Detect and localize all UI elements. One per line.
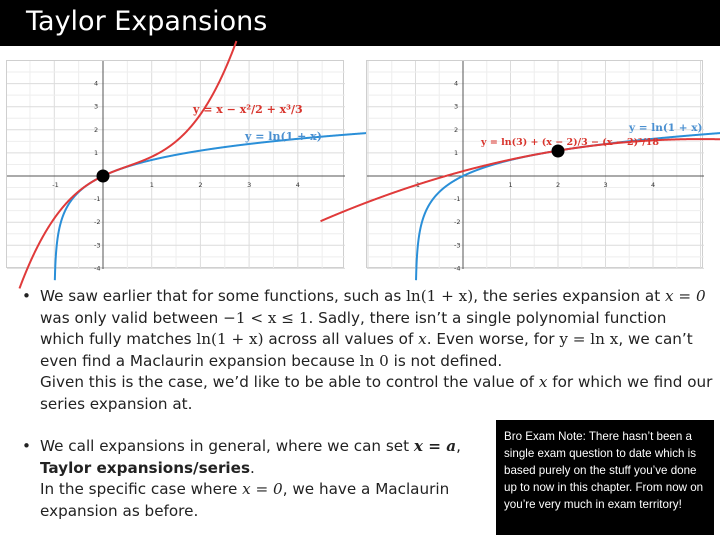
taylor-term: Taylor expansions/series [40, 458, 250, 477]
y-tick-label: 4 [454, 79, 459, 88]
y-tick-label: -1 [454, 195, 461, 204]
bullet-icon: • [22, 287, 31, 305]
y-tick-label: -3 [94, 241, 101, 250]
text: expansion as before. [40, 501, 199, 520]
y-tick-label: -2 [454, 218, 461, 227]
text: . Even worse, for [426, 330, 560, 348]
y-tick-label: -2 [94, 218, 101, 227]
text: Given this is the case, we’d like to be able to control the value of [40, 373, 539, 391]
y-tick-label: 3 [454, 102, 459, 111]
x-tick-label: 3 [603, 181, 608, 189]
curve-approximation [321, 139, 720, 221]
curve1-label: y = x − x²/2 + x³/3 [193, 103, 303, 116]
x-tick-label: 3 [247, 181, 252, 189]
text: for which we find our [547, 373, 713, 391]
y-tick-label: -3 [454, 241, 461, 250]
text: which fully matches [40, 330, 197, 348]
curve2-label: y = ln(1 + x) [245, 130, 322, 143]
y-tick-label: -4 [94, 264, 101, 273]
x-tick-label: 4 [295, 181, 300, 189]
text: . Sadly, there isn’t a single polynomial function [308, 308, 667, 327]
x-tick-label: 1 [149, 181, 154, 189]
text: We saw earlier that for some functions, such as [40, 287, 407, 305]
math: ln(1 + x) [406, 287, 474, 305]
math: −1 < x ≤ 1 [223, 308, 309, 327]
curve2-label: y = ln(1 + x) [629, 122, 703, 134]
text: , we have a Maclaurin [282, 480, 450, 498]
math: x [538, 373, 548, 391]
x-tick-label: 2 [556, 181, 561, 189]
y-tick-label: -4 [454, 264, 461, 273]
text: , [456, 437, 461, 455]
paragraph-taylor [18, 436, 488, 522]
text: series expansion at. [40, 394, 193, 413]
text: was only valid between [40, 308, 224, 327]
text: even find a Maclaurin expansion because [40, 351, 360, 370]
y-tick-label: 2 [454, 125, 459, 134]
x-tick-label: 1 [508, 181, 513, 189]
y-tick-label: 3 [94, 102, 99, 111]
x-tick-label: 4 [651, 181, 656, 189]
graph-left [6, 60, 344, 273]
y-tick-label: 1 [454, 148, 459, 157]
math: x = 0 [242, 480, 283, 498]
exam-note: Bro Exam Note: There hasn’t been a single exam question to date which is based purely on the stuff you’ve done up to now in this chapter. From now on you’re very much in exam territory! [496, 420, 714, 535]
x-tick-label: -1 [52, 181, 59, 189]
expansion-point-marker [97, 170, 110, 183]
math: x = a [413, 437, 457, 455]
text: , we can’t [618, 330, 693, 348]
title-bar [0, 0, 720, 46]
math: y = ln x [559, 330, 619, 348]
x-tick-label: -1 [413, 181, 420, 189]
graph-right [366, 60, 703, 273]
x-tick-label: 2 [198, 181, 203, 189]
curve1-label: y = ln(3) + (x − 2)/3 − (x − 2)²/18 [481, 137, 659, 148]
math: x [418, 330, 427, 348]
math: x = 0 [665, 287, 706, 305]
math: ln(1 + x) [196, 330, 264, 348]
y-tick-label: -1 [94, 195, 101, 204]
y-tick-label: 2 [94, 125, 99, 134]
y-tick-label: 1 [94, 148, 99, 157]
text: , the series expansion at [473, 287, 666, 305]
text: In the specific case where [40, 480, 243, 498]
paragraph-intro [18, 286, 713, 415]
bullet-icon: • [22, 437, 31, 455]
text: is not defined. [388, 351, 503, 370]
text: . [249, 458, 255, 477]
text: We call expansions in general, where we can set [40, 437, 414, 455]
math: ln 0 [359, 351, 389, 370]
y-tick-label: 4 [94, 79, 99, 88]
graph-left-plot [7, 61, 345, 273]
graph-right-plot [367, 61, 704, 273]
text: across all values of [263, 330, 419, 348]
page-title: Taylor Expansions [26, 6, 268, 37]
